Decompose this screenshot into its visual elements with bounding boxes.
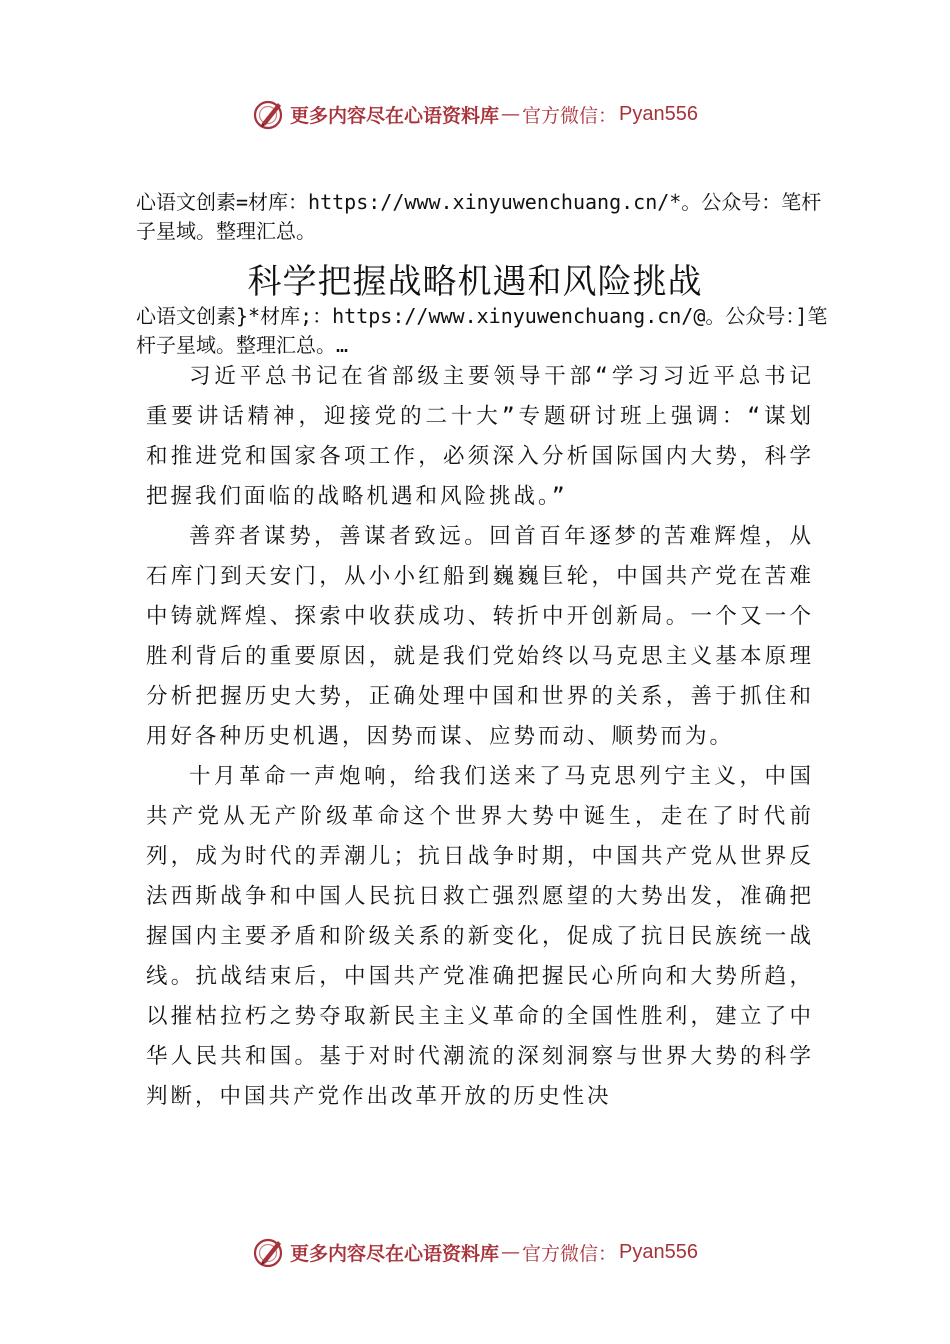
banner-main-text: 更多内容尽在心语资料库 xyxy=(290,104,500,127)
article-body xyxy=(146,357,814,1117)
header-banner xyxy=(0,92,950,136)
paragraph-1: 习近平总书记在省部级主要领导干部“学习习近平总书记重要讲话精神，迎接党的二十大”专题研讨班上强调：“谋划和推进党和国家各项工作，必须深入分析国际国内大势，科学把握我们面临的战略机遇和风险挑战。” xyxy=(146,364,814,509)
page-title: 科学把握战略机遇和风险挑战 xyxy=(247,262,703,302)
banner-wechat-id: Pyan556 xyxy=(619,102,698,125)
banner-separator: — xyxy=(501,1241,521,1263)
paragraph-2: 善弈者谋势，善谋者致远。回首百年逐梦的苦难辉煌，从石库门到天安门，从小小红船到巍巍巨轮，中国共产党在苦难中铸就辉煌、探索中收获成功、转折中开创新局。一个又一个胜利背后的重要原因，就是我们党始终以马克思主义基本原理分析把握历史大势，正确处理中国和世界的关系，善于抓住和用好各种历史机遇，因势而谋、应势而动、顺势而为。 xyxy=(146,524,814,749)
quill-pen-seal-icon xyxy=(252,97,286,131)
banner-separator: — xyxy=(501,103,521,125)
banner-wechat-id: Pyan556 xyxy=(619,1240,698,1263)
banner-main-text: 更多内容尽在心语资料库 xyxy=(290,1242,500,1265)
paragraph-3: 十月革命一声炮响，给我们送来了马克思列宁主义，中国共产党从无产阶级革命这个世界大势中诞生，走在了时代前列，成为时代的弄潮儿；抗日战争时期，中国共产党从世界反法西斯战争和中国人民抗日救亡强烈愿望的大势出发，准确把握国内主要矛盾和阶级关系的新变化，促成了抗日民族统一战线。抗战结束后，中国共产党准确把握民心所向和大势所趋，以摧枯拉朽之势夺取新民主主义革命的全国性胜利，建立了中华人民共和国。基于对时代潮流的深刻洞察与世界大势的科学判断，中国共产党作出改革开放的历史性决 xyxy=(146,764,814,1109)
banner-wechat-label: 官方微信： xyxy=(522,1242,618,1265)
footer-banner xyxy=(0,1230,950,1274)
source-note-sub: 心语文创素}*材库;：https://www.xinyuwenchuang.cn/@。公众号：]笔杆子星域。整理汇总。… xyxy=(136,304,828,357)
source-note-top: 心语文创素=材库：https://www.xinyuwenchuang.cn/*。公众号：笔杆子星域。整理汇总。 xyxy=(136,190,822,243)
banner-wechat-label: 官方微信： xyxy=(522,104,618,127)
quill-pen-seal-icon xyxy=(252,1235,286,1269)
